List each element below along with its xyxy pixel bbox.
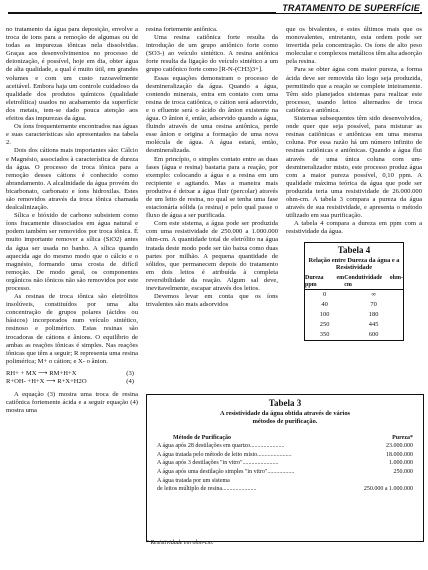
paragraph: Uma resina catiônica forte resulta da introdução de um grupo aniônico forte como (SO3-) ao veículo sintético. A resina aniônica forte resulta da ligação do veículo sintético a um grupo catiônico forte como [R-N-(CH3)3+]. bbox=[146, 34, 278, 74]
section-title: TRATAMENTO DE SUPERFÍCIE bbox=[276, 3, 420, 13]
paragraph: As resinas de troca iônica são eletrólitos insolúveis, constituídos por uma alta concentração de grupos polares (ácidos ou básicos) incorporados num veículo sintético, resinoso e polimérico. Estas resinas são trocadoras de cátions e ânions. O equilíbrio de ambas as reações iônicas é simples. Nas reações iônicas que têm a seguir; R representa uma resina polimérica; M+ o cátion; e X- o ânion. bbox=[6, 293, 138, 365]
table-cell: 100 bbox=[319, 311, 330, 319]
method-cell: A água tratada pelo método de leito misto....................... bbox=[157, 451, 292, 458]
table-row bbox=[305, 320, 403, 330]
purity-cell bbox=[343, 477, 413, 486]
column-2 bbox=[146, 26, 278, 309]
table-cell: ∞ bbox=[371, 291, 376, 299]
method-cell: A água tratada por um sistema bbox=[157, 477, 230, 484]
table-row bbox=[305, 300, 403, 310]
paragraph: Para se obter água com maior pureza, a forma ácida deve ser removida tão logo seja produzida, permitindo que a reação se complete inteiramente. Têm sido planejados sistemas para realizar este processo, usando leitos alternados de troca catiônica e aniônica. bbox=[286, 66, 422, 114]
table-cell: 180 bbox=[368, 311, 379, 319]
method-cell: A água após 3 destilações "in vitro"........................ bbox=[157, 460, 279, 467]
equation-3: RH+ + MX ⟶ RM+H+X bbox=[6, 369, 77, 377]
paragraph: Dois dos cátions mais importantes são: Cálcio e Magnésio, associados à característica de dureza da água. O processo de troca iônica para a remoção desses cátions é conhecido como abrandamento. A alcalinidade da água provém do bicarbonato, carbonato e íons hidroxilas. Estes são removidos através da troca iônica chamada dealcalinização. bbox=[6, 147, 138, 212]
column-1 bbox=[6, 26, 138, 415]
table-3-grid bbox=[147, 426, 423, 494]
paragraph: que os bivalentes, e estes últimos mais que os monovalentes, entretanto, esta ordem pode ser invertida pela concentração. Os íons de alto peso molecular e complexos metálicos têm alta adsorção pela resina. bbox=[286, 26, 422, 66]
method-cell: de leitos múltiplo de resina....................... bbox=[157, 486, 257, 493]
column-header: Método de Purificação bbox=[173, 434, 231, 441]
equation-4: R+OH- +H+X ⟶ R+X+H2O bbox=[6, 378, 87, 386]
purity-cell: 23.000.000 bbox=[386, 443, 413, 450]
table-3-subtitle: A resistividade da água obtida através de vários métodos de purificação. bbox=[220, 410, 351, 425]
column-3 bbox=[286, 26, 422, 341]
purity-cell: 1.000.000 bbox=[389, 460, 413, 467]
table-row bbox=[157, 477, 413, 486]
method-cell: A água após 28 destilações em quartzo....................... bbox=[157, 443, 285, 450]
table-row bbox=[305, 310, 403, 320]
table-row bbox=[305, 330, 403, 340]
table-3-footnote: * Resistividade em ohm-cm. bbox=[146, 540, 214, 546]
table-header-row bbox=[157, 434, 413, 443]
purity-cell: 250.000 a 1.000.000 bbox=[363, 486, 413, 493]
method-cell: A água após uma destilação simples "in vitro".................. bbox=[157, 468, 295, 475]
column-header: Pureza* bbox=[392, 434, 413, 441]
table-4-title: Tabela 4 bbox=[337, 245, 371, 256]
equation-number: (4) bbox=[126, 378, 134, 386]
table-row bbox=[157, 485, 413, 494]
table-cell: 40 bbox=[321, 301, 328, 309]
page-header bbox=[0, 0, 428, 22]
table-3-title: Tabela 3 bbox=[268, 398, 302, 408]
paragraph: Em princípio, o simples contato entre as duas fases (água e resina) bastaria para a reação, por exemplo: colocando a água e a resina em um recipiente e agitando. Mas a maneira mais produtiva é deixar a água fluir (percolar) através de um leito de resina, no qual se tenha uma fase estacionária sólida (a resina) e pelo qual passe o fluxo de água a ser purificada. bbox=[146, 155, 278, 220]
purity-cell: 18.000.000 bbox=[386, 451, 413, 458]
paragraph: Com este sistema, a água pode ser produzida com uma resistividade de 250.000 a 1.000.000 ohm-cm. A quantidade total de eletrólito na água tratada deste modo pode ser tão baixa como duas partes por milhão. A pequena quantidade de sólidos, que permanecem depois do tratamento em dois leitos é atribuída à completa reversibilidade da reação. Algum sal deve, inevitavelmente, escapar através dos leitos. bbox=[146, 220, 278, 292]
equations bbox=[6, 370, 138, 387]
purity-cell: 250.000 bbox=[393, 468, 413, 475]
table-cell: 0 bbox=[322, 291, 327, 299]
column-header: Condutividade ohm-cm bbox=[344, 275, 403, 289]
table-cell: 250 bbox=[319, 321, 330, 329]
paragraph: Essas equações demonstram o processo de desmineralização da água. Quando a água, contendo minerais, entra em contato com uma resina de troca catiônica, o cátion será adsorvido, e o efluente será o ácido do ânion existente na água. O ânion é, então, adsorvido quando a água, fluindo através de uma resina aniônica, perde esse ânion e origina a formação de uma nova molécula de água. A água estará, então, desmineralizada. bbox=[146, 74, 278, 155]
table-row bbox=[157, 468, 413, 477]
table-4-subtitle: Relação entre Dureza da água e a Resistividade bbox=[308, 256, 400, 272]
paragraph: Devemos levar em conta que os íons trivalentes são mais adsorvidos bbox=[146, 293, 278, 309]
table-row bbox=[157, 459, 413, 468]
paragraph: Sílica e bióxido de carbono subsistem como íons fracamente dissociados em água natural e podem também ser removidos por troca iônica. É muito importante remover a sílica (SiO2) antes da água ser usada no banho. A sílica quando aquecida age do mesmo modo que o cálcio e o magnésio, formando uma crosta de difícil remoção. De modo geral, os componentes orgânicos não iônicos não são removidos por este processo. bbox=[6, 212, 138, 292]
paragraph: Os íons frequentemente encontrados nas águas e suas características são apresentados na tabela 2. bbox=[6, 123, 138, 147]
table-4 bbox=[304, 242, 404, 341]
paragraph: A tabela 4 compara a dureza em ppm com a resistividade da água. bbox=[286, 220, 422, 236]
paragraph: A equação (3) mostra uma troca de resina catiônica fortemente ácida e a seguir equação (4) mostra uma bbox=[6, 390, 138, 414]
table-cell: 445 bbox=[368, 321, 379, 329]
table-cell: 600 bbox=[368, 331, 379, 339]
equation-number: (3) bbox=[126, 369, 134, 377]
table-row bbox=[157, 442, 413, 451]
paragraph: Sistemas subsequentes têm sido desenvolvidos, onde quer que seja possível, para misturar as resinas catiônicas e aniônicas em uma mesma coluna. Por essa razão há um número infinito de resinas catiônicas e aniônicas. Quando a água flui através de uma única coluna com um- desmineralizador misto, este processo produz água com a maior pureza possível, 0,10 ppm. A qualidade máxima teórica da água que pode ser produzida teria uma resistividade de 26.000.000 ohm-cm. A tabela 3 compara a pureza da água através de sua resistividade, e apresenta o método utilizado em sua purificação. bbox=[286, 115, 422, 220]
paragraph: no tratamento da água para deposição, envolve a troca de ions para a remoção de algumas ou de todas as impurezas iônicas nela dissolvidas. Graças aos desenvolvimentos no processo de deionização, é possível, hoje em dia, obter água de alta qualidade, a qual é muito útil, em grandes volumes e com um custo razoavelmente aceitável. Embora haja um controle cuidadoso da qualidade dos produtos químicos (qualidade eletrolítica) usados no acabamento da superfície dos metais, tem-se dado pouca atenção aos efeitos das impurezas da água. bbox=[6, 26, 138, 123]
paragraph: resina fortemente aniônica. bbox=[146, 26, 218, 33]
table-row bbox=[157, 451, 413, 460]
table-3 bbox=[146, 394, 424, 542]
table-cell: 70 bbox=[370, 301, 377, 309]
table-cell: 350 bbox=[319, 331, 330, 339]
column-header: Dureza em ppm bbox=[305, 275, 345, 289]
table-4-grid bbox=[305, 272, 403, 340]
table-row bbox=[305, 290, 403, 301]
